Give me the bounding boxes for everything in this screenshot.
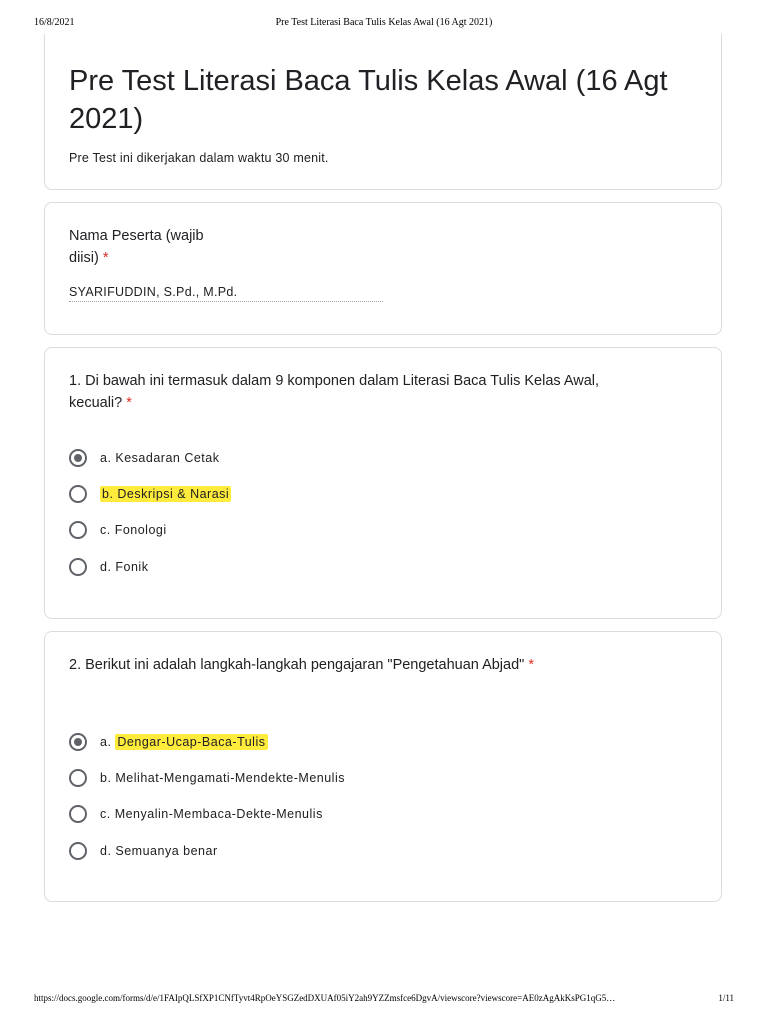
form-description: Pre Test ini dikerjakan dalam waktu 30 menit. <box>69 151 329 165</box>
option-text: d. Semuanya benar <box>100 844 218 858</box>
radio-unchecked-icon[interactable] <box>69 558 87 576</box>
q2-option-d[interactable] <box>69 841 218 861</box>
question-2-text: 2. Berikut ini adalah langkah-langkah pengajaran "Pengetahuan Abjad" <box>69 657 525 673</box>
q1-option-d[interactable] <box>69 557 148 577</box>
print-url: https://docs.google.com/forms/d/e/1FAIpQLSfXP1CNfTyvt4RpOeYSGZedDXUAf05iY2ah9YZZmsfce6DgvA/viewscore?viewscore=AE0zAgAkKsPG1qG5… <box>34 993 616 1003</box>
question-2-card <box>44 631 722 902</box>
radio-unchecked-icon[interactable] <box>69 521 87 539</box>
radio-checked-icon[interactable] <box>69 733 87 751</box>
name-answer-field[interactable]: SYARIFUDDIN, S.Pd., M.Pd. <box>69 285 383 302</box>
option-label <box>100 735 268 749</box>
q1-option-a[interactable] <box>69 448 220 468</box>
question-1-text: 1. Di bawah ini termasuk dalam 9 komponen dalam Literasi Baca Tulis Kelas Awal, kecuali? <box>69 373 600 411</box>
q2-option-b[interactable] <box>69 768 345 788</box>
question-1-card <box>44 347 722 619</box>
option-label <box>100 487 231 501</box>
option-label <box>100 523 167 537</box>
radio-unchecked-icon[interactable] <box>69 805 87 823</box>
option-text: c. Fonologi <box>100 523 167 537</box>
name-question-card <box>44 202 722 335</box>
form-title: Pre Test Literasi Baca Tulis Kelas Awal (16 Agt 2021) <box>69 65 668 135</box>
option-text: b. Melihat-Mengamati-Mendekte-Menulis <box>100 771 345 785</box>
print-doc-title: Pre Test Literasi Baca Tulis Kelas Awal (16 Agt 2021) <box>275 17 493 28</box>
option-text: a. Kesadaran Cetak <box>100 451 220 465</box>
radio-unchecked-icon[interactable] <box>69 769 87 787</box>
required-asterisk: * <box>528 657 534 673</box>
question-1-label <box>69 370 629 414</box>
print-date: 16/8/2021 <box>34 17 75 28</box>
q1-option-b[interactable] <box>69 484 231 504</box>
radio-checked-icon[interactable] <box>69 449 87 467</box>
question-2-label <box>69 654 629 676</box>
radio-unchecked-icon[interactable] <box>69 842 87 860</box>
radio-unchecked-icon[interactable] <box>69 485 87 503</box>
q2-option-c[interactable] <box>69 804 323 824</box>
q1-option-c[interactable] <box>69 520 167 540</box>
required-asterisk: * <box>126 395 132 411</box>
form-title-card <box>44 34 722 190</box>
option-text: c. Menyalin-Membaca-Dekte-Menulis <box>100 807 323 821</box>
required-asterisk: * <box>102 250 109 266</box>
option-label <box>100 807 323 821</box>
highlighted-answer-text: Dengar-Ucap-Baca-Tulis <box>117 735 266 749</box>
name-question-text: Nama Peserta (wajib diisi) <box>69 228 204 266</box>
print-header <box>0 17 768 31</box>
highlighted-answer-text: b. Deskripsi & Narasi <box>102 487 230 501</box>
option-label <box>100 844 218 858</box>
q2-option-a[interactable] <box>69 732 268 752</box>
option-label <box>100 560 148 574</box>
page-number: 1/11 <box>718 993 734 1003</box>
name-question-label <box>69 225 229 269</box>
option-prefix: a. <box>100 735 116 749</box>
option-label <box>100 451 220 465</box>
option-text: d. Fonik <box>100 560 149 574</box>
print-footer <box>0 993 768 1007</box>
option-label <box>100 771 345 785</box>
